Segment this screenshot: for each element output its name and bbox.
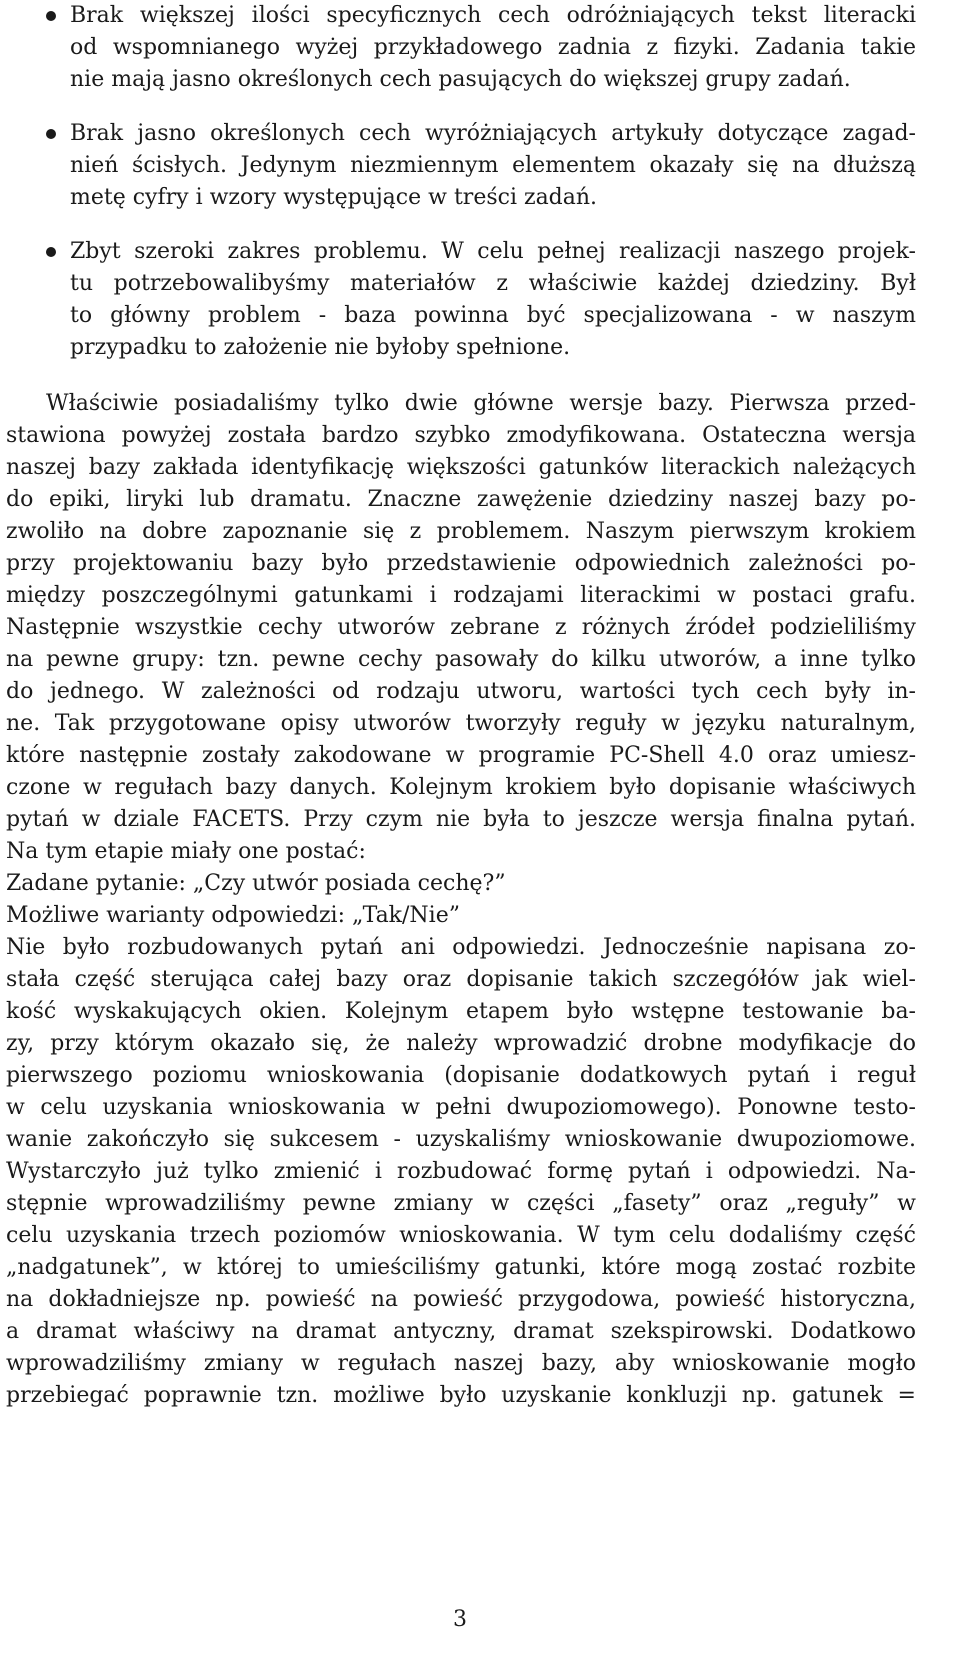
bullet-3-line-3: to główny problem - baza powinna być specjalizowana - w naszym [70,303,916,328]
paragraph-line: wanie zakończyło się sukcesem - uzyskaliśmy wnioskowanie dwupoziomowe. [6,1127,916,1152]
bullet-item-1 [6,0,916,96]
paragraph-line: a dramat właściwy na dramat antyczny, dramat szekspirowski. Dodatkowo [6,1319,916,1344]
paragraph-line: pierwszego poziomu wnioskowania (dopisanie dodatkowych pytań i reguł [6,1063,916,1088]
paragraph-line: na pewne grupy: tzn. pewne cechy pasowały do kilku utworów, a inne tylko [6,647,916,672]
paragraph-line: do epiki, liryki lub dramatu. Znaczne zawężenie dziedziny naszej bazy po- [6,487,916,512]
bullet-dot-icon [46,11,56,21]
paragraph-line: „nadgatunek”, w której to umieściliśmy gatunki, które mogą zostać rozbite [6,1255,916,1280]
paragraph-line: naszej bazy zakłada identyfikację większości gatunków literackich należących [6,455,916,480]
paragraph-line: w celu uzyskania wnioskowania w pełni dwupoziomowego). Ponowne testo- [6,1095,916,1120]
paragraph-line: przy projektowaniu bazy było przedstawienie odpowiednich zależności po- [6,551,916,576]
paragraph-line: Wystarczyło już tylko zmienić i rozbudować formę pytań i odpowiedzi. Na- [6,1159,916,1184]
bullet-dot-icon [46,247,56,257]
bullet-1-line-1: Brak większej ilości specyficznych cech odróżniających tekst literacki [70,3,916,28]
paragraph-line: celu uzyskania trzech poziomów wnioskowania. W tym celu dodaliśmy część [6,1223,916,1248]
paragraph-line: czone w regułach bazy danych. Kolejnym krokiem było dopisanie właściwych [6,775,916,800]
bullet-1-line-2: od wspomnianego wyżej przykładowego zadnia z fizyki. Zadania takie [70,35,916,60]
bullet-3-line-2: tu potrzebowalibyśmy materiałów z właściwie każdej dziedziny. Był [70,271,916,296]
paragraph-line: zy, przy którym okazało się, że należy wprowadzić drobne modyfikacje do [6,1031,916,1056]
page-number: 3 [453,1607,467,1632]
paragraph-line: kość wyskakujących okien. Kolejnym etapem było wstępne testowanie ba- [6,999,916,1024]
bullet-item-2 [6,118,916,214]
bullet-list [6,0,916,364]
bullet-1-line-3: nie mają jasno określonych cech pasujących do większej grupy zadań. [70,67,851,92]
page-content [6,0,916,1412]
bullet-dot-icon [46,129,56,139]
paragraph-line: zwoliło na dobre zapoznanie się z problemem. Naszym pierwszym krokiem [6,519,916,544]
bullet-2-line-1: Brak jasno określonych cech wyróżniających artykuły dotyczące zagad- [70,121,916,146]
answer-variants-line: Możliwe warianty odpowiedzi: „Tak/Nie” [6,903,460,928]
paragraph-line: stawiona powyżej została bardzo szybko zmodyfikowana. Ostateczna wersja [6,423,916,448]
paragraph-line: przebiegać poprawnie tzn. możliwe było uzyskanie konkluzji np. gatunek = [6,1383,916,1408]
paragraph-line: stała część sterująca całej bazy oraz dopisanie takich szczegółów jak wiel- [6,967,916,992]
paragraph-line: do jednego. W zależności od rodzaju utworu, wartości tych cech były in- [6,679,916,704]
bullet-3-line-1: Zbyt szeroki zakres problemu. W celu pełnej realizacji naszego projek- [70,239,916,264]
question-line: Zadane pytanie: „Czy utwór posiada cechę?” [6,871,506,896]
paragraph-line: wprowadziliśmy zmiany w regułach naszej bazy, aby wnioskowanie mogło [6,1351,916,1376]
bullet-2-line-2: nień ścisłych. Jedynym niezmiennym elementem okazały się na dłuższą [70,153,916,178]
paragraph-line: Nie było rozbudowanych pytań ani odpowiedzi. Jednocześnie napisana zo- [6,935,916,960]
bullet-2-line-3: metę cyfry i wzory występujące w treści zadań. [70,185,598,210]
paragraph-line: między poszczególnymi gatunkami i rodzajami literackimi w postaci grafu. [6,583,916,608]
bullet-3-line-4: przypadku to założenie nie byłoby spełnione. [70,335,571,360]
paragraph-line: ne. Tak przygotowane opisy utworów tworzyły reguły w języku naturalnym, [6,711,916,736]
bullet-item-3 [6,236,916,364]
body-paragraph [6,388,916,1412]
paragraph-line: pytań w dziale FACETS. Przy czym nie była to jeszcze wersja finalna pytań. [6,807,916,832]
paragraph-line: Właściwie posiadaliśmy tylko dwie główne wersje bazy. Pierwsza przed- [46,391,916,416]
paragraph-line: stępnie wprowadziliśmy pewne zmiany w części „fasety” oraz „reguły” w [6,1191,916,1216]
paragraph-line: które następnie zostały zakodowane w programie PC-Shell 4.0 oraz umiesz- [6,743,916,768]
paragraph-line: Następnie wszystkie cechy utworów zebrane z różnych źródeł podzieliliśmy [6,615,916,640]
paragraph-line: na dokładniejsze np. powieść na powieść przygodowa, powieść historyczna, [6,1287,916,1312]
paragraph-line: Na tym etapie miały one postać: [6,839,366,864]
